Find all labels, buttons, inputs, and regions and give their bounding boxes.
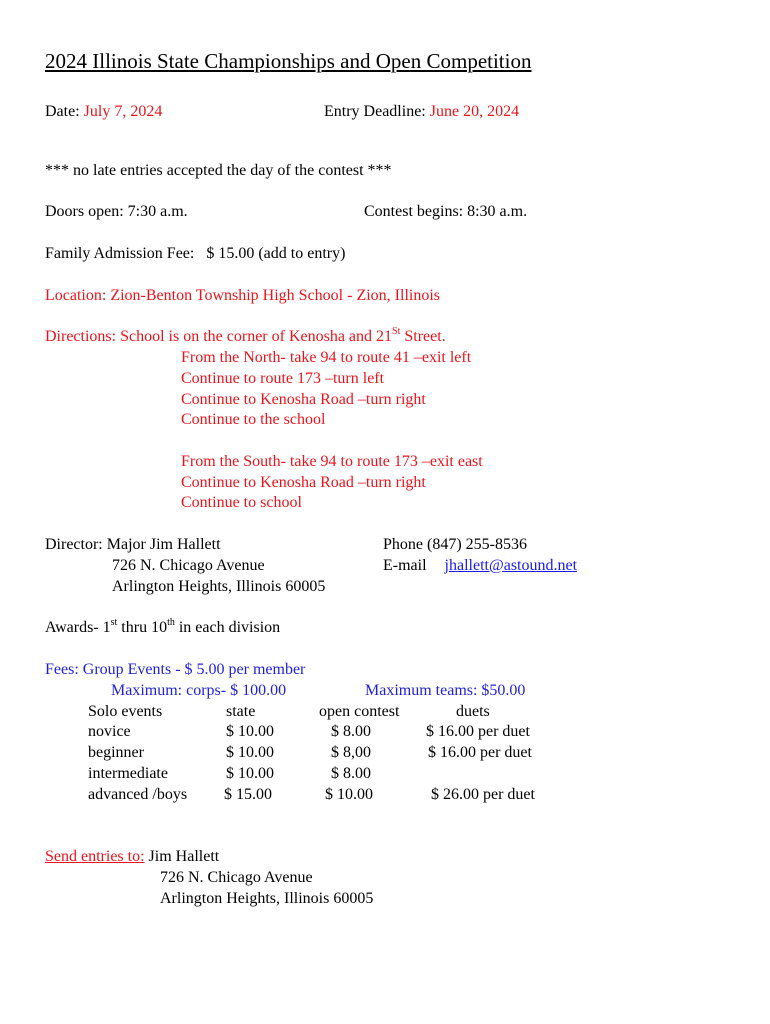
table-cell: $ 16.00 per duet (426, 723, 530, 740)
table-cell: beginner (88, 744, 144, 761)
email-link[interactable]: jhallett@astound.net (444, 557, 578, 574)
send-name: Jim Hallett (148, 848, 220, 865)
table-cell: $ 10.00 (226, 744, 274, 761)
email-label: E-mail (383, 557, 427, 574)
table-cell: $ 16.00 per duet (428, 744, 532, 761)
send-label: Send entries to: (45, 848, 145, 865)
send-address-line: Arlington Heights, Illinois 60005 (160, 890, 374, 907)
doors-open: Doors open: 7:30 a.m. (45, 203, 188, 220)
direction-line: Continue to school (181, 494, 302, 511)
table-header: Solo events (88, 703, 163, 720)
table-cell: $ 10.00 (325, 786, 373, 803)
awards-sup: th (167, 617, 175, 628)
no-late-notice: *** no late entries accepted the day of the contest *** (45, 162, 392, 179)
awards-sup: st (110, 617, 118, 628)
deadline-label: Entry Deadline: (324, 103, 426, 120)
deadline-value: June 20, 2024 (429, 103, 520, 120)
direction-line: Continue to Kenosha Road –turn right (181, 474, 426, 491)
directions-intro-sup: St (392, 326, 401, 337)
table-cell: $ 8.00 (331, 765, 371, 782)
table-cell: novice (88, 723, 131, 740)
max-teams: Maximum teams: $50.00 (365, 682, 526, 699)
send-address-line: 726 N. Chicago Avenue (160, 869, 313, 886)
table-cell: advanced /boys (88, 786, 188, 803)
event-date (45, 102, 162, 122)
max-corps: Maximum: corps- $ 100.00 (111, 682, 287, 699)
direction-line: From the North- take 94 to route 41 –exit left (181, 349, 472, 366)
table-cell: $ 15.00 (224, 786, 272, 803)
awards-post: in each division (174, 619, 281, 636)
director-address-line: Arlington Heights, Illinois 60005 (112, 578, 326, 595)
direction-line: Continue to Kenosha Road –turn right (181, 391, 426, 408)
table-cell: $ 10.00 (226, 765, 274, 782)
table-header: state (226, 703, 256, 720)
table-cell: intermediate (88, 765, 168, 782)
date-label: Date: (45, 103, 80, 120)
awards-mid: thru 10 (117, 619, 168, 636)
awards-pre: Awards- 1 (45, 619, 111, 636)
location: Location: Zion-Benton Township High School - Zion, Illinois (45, 287, 440, 304)
direction-line: From the South- take 94 to route 173 –exit east (181, 453, 483, 470)
direction-line: Continue to the school (181, 411, 326, 428)
direction-line: Continue to route 173 –turn left (181, 370, 385, 387)
table-cell: $ 8.00 (331, 723, 371, 740)
table-cell: $ 8,00 (331, 744, 371, 761)
family-fee: Family Admission Fee: $ 15.00 (add to entry) (45, 245, 346, 262)
table-header: duets (456, 703, 490, 720)
director-phone: Phone (847) 255-8536 (383, 536, 527, 553)
director-address-line: 726 N. Chicago Avenue (112, 557, 265, 574)
table-cell: $ 10.00 (226, 723, 274, 740)
contest-begins: Contest begins: 8:30 a.m. (364, 203, 528, 220)
page-title: 2024 Illinois State Championships and Open Competition (45, 49, 532, 73)
group-fees: Fees: Group Events - $ 5.00 per member (45, 661, 306, 678)
awards (45, 618, 280, 638)
entry-deadline (324, 102, 519, 122)
director-name: Director: Major Jim Hallett (45, 536, 221, 553)
directions-intro-text: Directions: School is on the corner of Kenosha and 21 (45, 328, 393, 345)
director-email (383, 556, 577, 576)
directions-intro-post: Street. (400, 328, 446, 345)
date-value: July 7, 2024 (83, 103, 163, 120)
table-cell: $ 26.00 per duet (431, 786, 535, 803)
directions-intro (45, 327, 446, 347)
send-entries (45, 847, 219, 867)
table-header: open contest (319, 703, 400, 720)
